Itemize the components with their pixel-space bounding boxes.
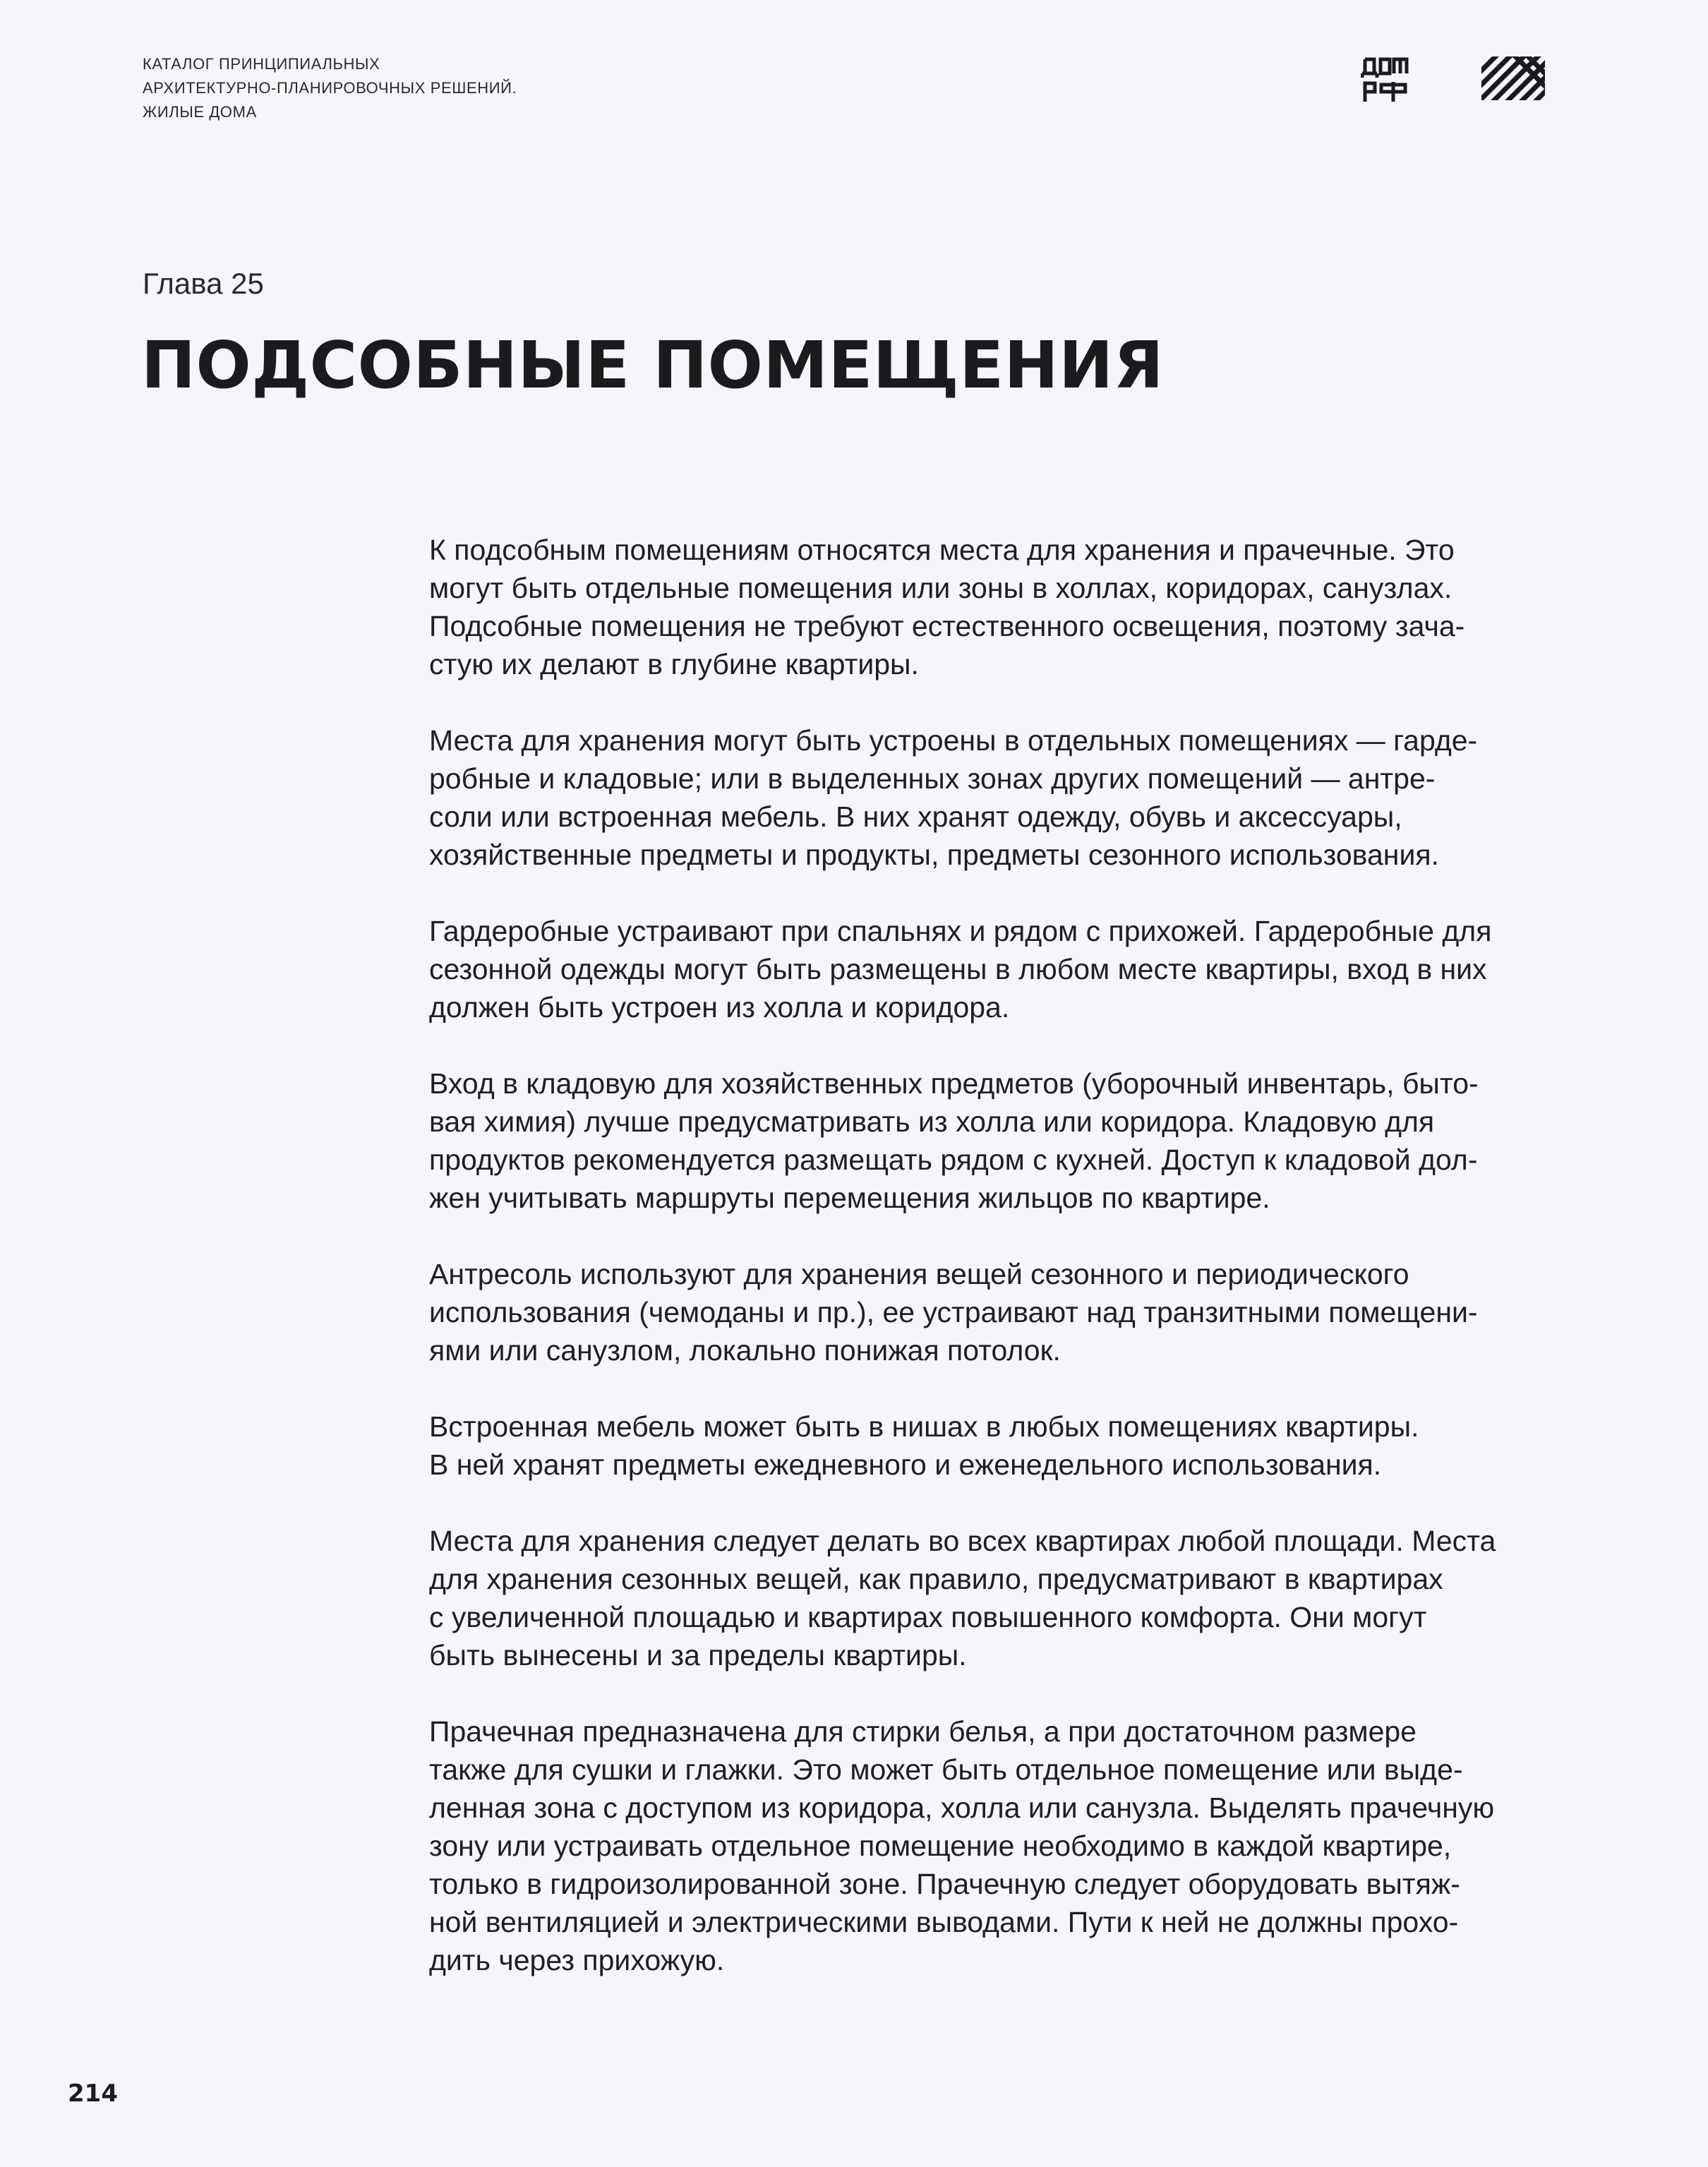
text-line: дить через прихожую. [429, 1944, 725, 1976]
text-line: использования (чемоданы и пр.), ее устраивают над транзитными помещени- [429, 1296, 1478, 1328]
text-line: Гардеробные устраивают при спальнях и рядом с прихожей. Гардеробные для [429, 915, 1492, 947]
text-line: должен быть устроен из холла и коридора. [429, 991, 1010, 1024]
text-line: Антресоль используют для хранения вещей сезонного и периодического [429, 1258, 1409, 1290]
paragraph [429, 1712, 1572, 1979]
page-title: ПОДСОБНЫЕ ПОМЕЩЕНИЯ [141, 328, 1164, 403]
text-line: хозяйственные предметы и продукты, предметы сезонного использования. [429, 839, 1439, 871]
paragraph [429, 912, 1572, 1026]
catalog-header-line: ЖИЛЫЕ ДОМА [143, 103, 257, 121]
text-line: стую их делают в глубине квартиры. [429, 648, 919, 680]
paragraph [429, 721, 1572, 874]
text-line: ями или санузлом, локально понижая потолок. [429, 1334, 1061, 1367]
dom-rf-logo [1361, 56, 1409, 103]
text-line: робные и кладовые; или в выделенных зонах других помещений — антре- [429, 762, 1436, 795]
text-line: продуктов рекомендуется размещать рядом с кухней. Доступ к кладовой дол- [429, 1143, 1478, 1176]
text-line: Места для хранения могут быть устроены в отдельных помещениях — гарде- [429, 724, 1478, 757]
chapter-label: Глава 25 [143, 267, 264, 300]
catalog-header-line: КАТАЛОГ ПРИНЦИПИАЛЬНЫХ [143, 55, 380, 73]
text-line: сезонной одежды могут быть размещены в любом месте квартиры, вход в них [429, 953, 1487, 985]
text-line: соли или встроенная мебель. В них хранят одежду, обувь и аксессуары, [429, 800, 1402, 833]
text-line: К подсобным помещениям относятся места для хранения и прачечные. Это [429, 534, 1455, 566]
paragraph [429, 1407, 1572, 1484]
catalog-header-line: АРХИТЕКТУРНО-ПЛАНИРОВОЧНЫХ РЕШЕНИЙ. [143, 79, 517, 97]
text-line: могут быть отдельные помещения или зоны в холлах, коридорах, санузлах. [429, 572, 1453, 604]
text-line: Встроенная мебель может быть в нишах в любых помещениях квартиры. [429, 1410, 1419, 1443]
text-line: жен учитывать маршруты перемещения жильцов по квартире. [429, 1182, 1270, 1214]
text-line: ленная зона с доступом из коридора, холла или санузла. Выделять прачечную [429, 1791, 1495, 1824]
text-line: Вход в кладовую для хозяйственных предметов (уборочный инвентарь, быто- [429, 1067, 1479, 1100]
text-line: только в гидроизолированной зоне. Прачечную следует оборудовать вытяж- [429, 1868, 1460, 1900]
body-text [429, 531, 1572, 2017]
text-line: также для сушки и глажки. Это может быть отдельное помещение или выде- [429, 1753, 1463, 1786]
text-line: с увеличенной площадью и квартирах повышенного комфорта. Они могут [429, 1601, 1427, 1633]
paragraph [429, 1522, 1572, 1674]
page-number: 214 [68, 2079, 118, 2108]
catalog-header [143, 52, 707, 124]
text-line: ной вентиляцией и электрическими выводами. Пути к ней не должны прохо- [429, 1906, 1459, 1938]
text-line: для хранения сезонных вещей, как правило, предусматривают в квартирах [429, 1563, 1443, 1595]
text-line: зону или устраивать отдельное помещение необходимо в каждой квартире, [429, 1830, 1452, 1862]
text-line: вая химия) лучше предусматривать из холла или коридора. Кладовую для [429, 1105, 1435, 1138]
diagonal-pattern-logo [1481, 56, 1545, 100]
paragraph [429, 1255, 1572, 1369]
text-line: Подсобные помещения не требуют естественного освещения, поэтому зача- [429, 610, 1465, 642]
paragraph [429, 531, 1572, 683]
text-line: В ней хранят предметы ежедневного и еженедельного использования. [429, 1448, 1382, 1481]
text-line: быть вынесены и за пределы квартиры. [429, 1639, 967, 1671]
paragraph [429, 1064, 1572, 1217]
text-line: Прачечная предназначена для стирки белья, а при достаточном размере [429, 1715, 1417, 1748]
text-line: Места для хранения следует делать во всех квартирах любой площади. Места [429, 1525, 1496, 1557]
